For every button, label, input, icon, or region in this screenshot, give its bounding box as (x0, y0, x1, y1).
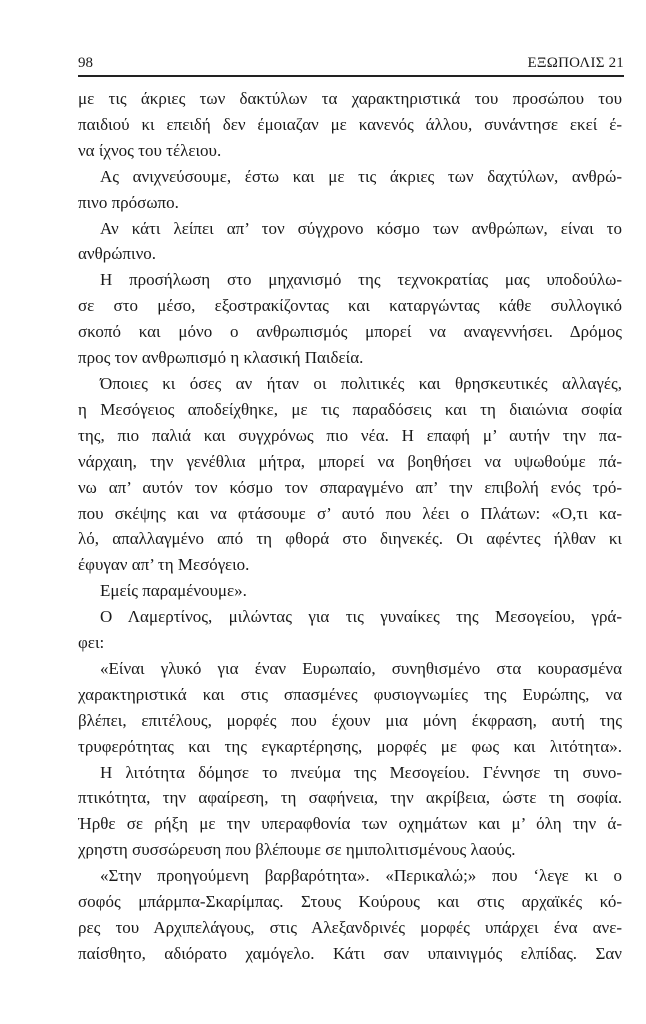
text-line: Αν κάτι λείπει απ’ τον σύγχρονο κόσμο των ανθρώπων, είναι το (100, 218, 622, 238)
text-line: βλέπει, επιτέλους, μορφές που έχουν μια μόνη έκφραση, αυτή της (78, 710, 622, 730)
text-line: με τις άκριες των δακτύλων τα χαρακτηριστικά του προσώπου του (78, 89, 622, 108)
text-line: Ήρθε σε ρήξη με την υπεραφθονία των οχημάτων και μ’ όλη την ά- (78, 814, 622, 834)
text-line: Όποιες κι όσες αν ήταν οι πολιτικές και θρησκευτικές αλλαγές, (100, 373, 622, 393)
text-line: έφυγαν απ’ τη Μεσόγειο. (78, 555, 250, 575)
text-line: λό, απαλλαγμένο από τη φθορά στο διηνεκές. Οι αφέντες ήλθαν κι (78, 529, 622, 549)
text-line: σοφός μπάρμπα-Σκαρίμπας. Στους Κούρους και στις αρχαϊκές κό- (78, 892, 622, 912)
text-line: σε στο μέσο, εξοστρακίζοντας και καταργώντας κάθε συλλογικό (78, 296, 622, 316)
text-line: χαρακτηριστικά και στις σπασμένες φυσιογνωμίες της Ευρώπης, να (78, 684, 622, 704)
text-line: «Στην προηγούμενη βαρβαρότητα». «Περικαλώ;» που ‘λεγε κι ο (100, 866, 622, 886)
text-line: παίσθητο, αδιόρατο χαμόγελο. Κάτι σαν υπαινιγμός ελπίδας. Σαν (78, 943, 622, 963)
header-rule (78, 75, 624, 77)
text-line: χρηστη συσσώρευση που βλέπουμε σε ημιπολιτισμένους λαούς. (78, 840, 516, 860)
text-line: Ας ανιχνεύσουμε, έστω και με τις άκριες των δαχτύλων, ανθρώ- (100, 166, 622, 186)
text-line: νω απ’ αυτόν τον κόσμο τον σπαραγμένο απ’ την επιβολή ενός τρό- (78, 477, 622, 497)
text-line: Η προσήλωση στο μηχανισμό της τεχνοκρατίας μας υποδούλω- (100, 270, 622, 290)
text-line: πινο πρόσωπο. (78, 192, 179, 212)
text-line: πτικότητα, την αφαίρεση, τη σαφήνεια, την ακρίβεια, ώστε τη σοφία. (78, 788, 622, 808)
text-line: ρες του Αρχιπελάγους, στις Αλεξανδρινές μορφές υπάρχει ένα ανε- (78, 918, 622, 937)
text-line: σκοπό και μόνο ο ανθρωπισμός μπορεί να αναγεννήσει. Δρόμος (78, 322, 622, 342)
text-line: Η λιτότητα δόμησε το πνεύμα της Μεσογείου. Γέννησε τη συνο- (100, 762, 622, 782)
text-line: φει: (78, 633, 105, 653)
text-line: Εμείς παραμένουμε». (100, 581, 247, 601)
text-line: Ο Λαμερτίνος, μιλώντας για τις γυναίκες της Μεσογείου, γρά- (100, 607, 622, 627)
text-line: που σκέψης και να φτάσουμε σ’ αυτό που λέει ο Πλάτων: «Ο,τι κα- (78, 503, 622, 523)
text-line: τρυφερότητας και της εγκαρτέρησης, μορφές με φως και λιτότητα». (78, 736, 622, 756)
text-line: να ίχνος του τέλειου. (78, 140, 222, 160)
text-line: ανθρώπινο. (78, 244, 157, 264)
running-title: ΕΞΩΠΟΛΙΣ 21 (527, 55, 624, 71)
page-header (78, 54, 624, 76)
text-line: της, πιο παλιά και συγχρόνως πιο νέα. Η επαφή μ’ αυτήν την πα- (78, 425, 622, 445)
text-line: «Είναι γλυκό για έναν Ευρωπαίο, συνηθισμένο στα κουρασμένα (100, 658, 622, 678)
text-line: η Μεσόγειος αποδείχθηκε, με τις παραδόσεις και τη διαιώνια σοφία (78, 399, 622, 419)
text-line: νάρχαιη, την γενέθλια μήτρα, μπορεί να βοηθήσει να υψωθούμε πά- (78, 451, 622, 471)
body-text (78, 86, 622, 967)
text-line: προς τον ανθρωπισμό η κλασική Παιδεία. (78, 348, 364, 368)
text-line: παιδιού κι επειδή δεν έμοιαζαν με κανενός άλλου, συνάντησε εκεί έ- (78, 114, 622, 134)
page-number: 98 (78, 55, 93, 71)
